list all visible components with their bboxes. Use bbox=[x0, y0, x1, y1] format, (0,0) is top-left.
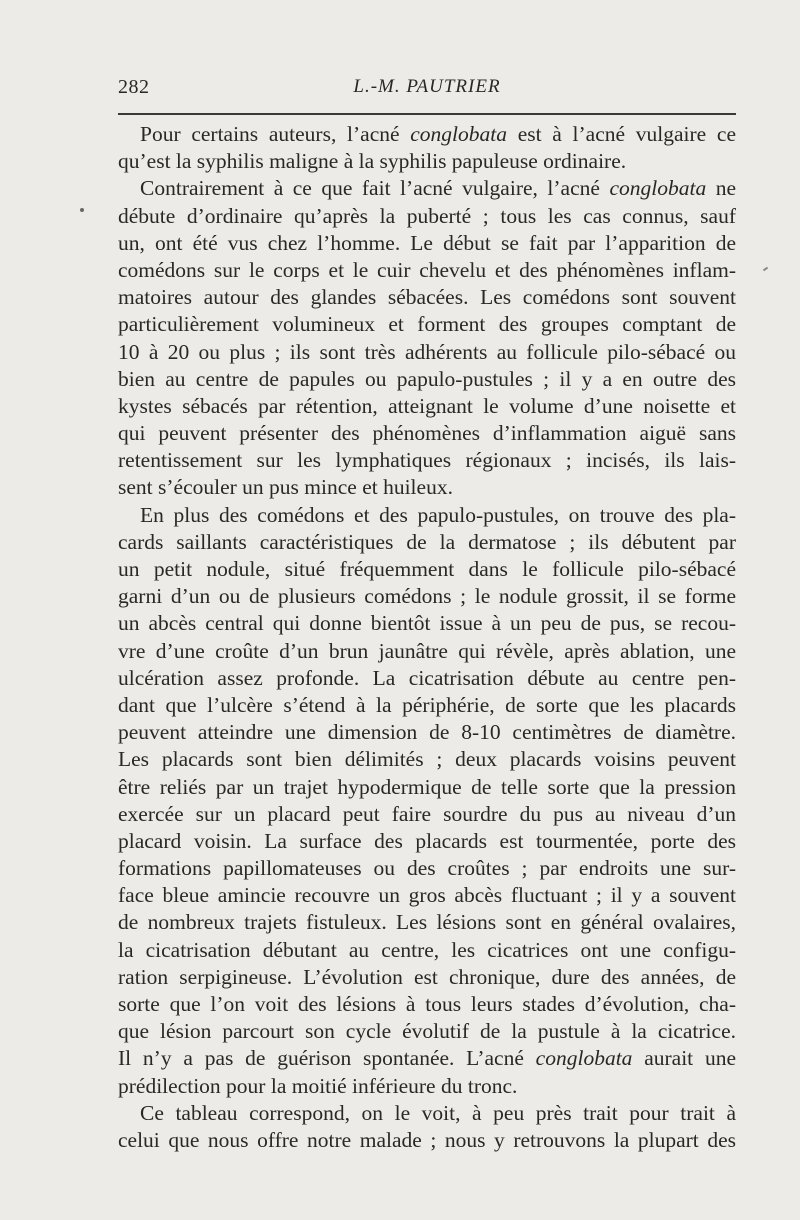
text-line: sorte que l’on voit des lésions à tous leurs stades d’évolution, cha- bbox=[118, 992, 736, 1016]
text-line: peuvent atteindre une dimension de 8-10 centimètres de diamètre. bbox=[118, 720, 736, 745]
text-line: exercée sur un placard peut faire sourdre du pus au niveau d’un bbox=[118, 801, 736, 826]
text-line: ulcération assez profonde. La cicatrisation débute au centre pen- bbox=[118, 665, 736, 690]
text-line: Il n’y a pas de guérison spontanée. L’acné conglobata aurait une bbox=[118, 1046, 736, 1071]
text-line: particulièrement volumineux et forment des groupes comptant de bbox=[118, 312, 736, 337]
text-line: cards saillants caractéristiques de la dermatose ; ils débutent par bbox=[118, 529, 736, 554]
text-line: matoires autour des glandes sébacées. Les comédons sont souvent bbox=[118, 285, 736, 310]
text-line: qui peuvent présenter des phénomènes d’inflammation aiguë sans bbox=[118, 421, 736, 446]
text-line: de nombreux trajets fistuleux. Les lésions sont en général ovalaires, bbox=[118, 910, 736, 935]
text-line: celui que nous offre notre malade ; nous y retrouvons la plupart des bbox=[118, 1127, 736, 1152]
header-rule bbox=[118, 113, 736, 115]
page-number: 282 bbox=[118, 76, 150, 98]
text-line: que lésion parcourt son cycle évolutif de la pustule à la cicatrice. bbox=[118, 1019, 736, 1044]
text-line: bien au centre de papules ou papulo-pustules ; il y a en outre des bbox=[118, 366, 736, 391]
margin-mark bbox=[80, 208, 84, 212]
text-line: Ce tableau correspond, on le voit, à peu près trait pour trait à bbox=[140, 1100, 736, 1125]
text-line: 10 à 20 ou plus ; ils sont très adhérents au follicule pilo-sébacé ou bbox=[118, 339, 736, 364]
text-line: dant que l’ulcère s’étend à la périphérie, de sorte que les placards bbox=[118, 692, 736, 717]
text-line: En plus des comédons et des papulo-pustules, on trouve des pla- bbox=[140, 502, 736, 527]
page-header bbox=[118, 76, 736, 106]
text-line: un petit nodule, situé fréquemment dans le follicule pilo-sébacé bbox=[118, 557, 736, 581]
text-line: face bleue amincie recouvre un gros abcès fluctuant ; il y a souvent bbox=[118, 883, 736, 908]
text-line: un abcès central qui donne bientôt issue à un peu de pus, se recou- bbox=[118, 611, 736, 636]
text-line: kystes sébacés par rétention, atteignant le volume d’une noisette et bbox=[118, 393, 736, 418]
text-line: prédilection pour la moitié inférieure du tronc. bbox=[118, 1073, 518, 1098]
text-line: sent s’écouler un pus mince et huileux. bbox=[118, 475, 453, 500]
text-line: un, ont été vus chez l’homme. Le début se fait par l’apparition de bbox=[118, 230, 736, 255]
text-line: Les placards sont bien délimités ; deux placards voisins peuvent bbox=[118, 747, 736, 772]
text-line: être reliés par un trajet hypodermique de telle sorte que la pression bbox=[118, 774, 736, 799]
text-line: Contrairement à ce que fait l’acné vulgaire, l’acné conglobata ne bbox=[140, 176, 736, 201]
margin-mark bbox=[763, 267, 768, 272]
text-line: retentissement sur les lymphatiques régionaux ; incisés, ils lais- bbox=[118, 448, 736, 473]
text-line: ration serpigineuse. L’évolution est chronique, dure des années, de bbox=[118, 964, 736, 989]
text-line: la cicatrisation débutant au centre, les cicatrices ont une configu- bbox=[118, 937, 736, 962]
body-text bbox=[118, 121, 736, 1154]
text-line: comédons sur le corps et le cuir chevelu et des phénomènes inflam- bbox=[118, 257, 736, 282]
text-line: placard voisin. La surface des placards est tourmentée, porte des bbox=[118, 828, 736, 853]
text-line: formations papillomateuses ou des croûtes ; par endroits une sur- bbox=[118, 856, 736, 881]
running-head: L.-M. PAUTRIER bbox=[353, 76, 501, 97]
text-line: débute d’ordinaire qu’après la puberté ; tous les cas connus, sauf bbox=[118, 203, 736, 228]
text-line: vre d’une croûte d’un brun jaunâtre qui révèle, après ablation, une bbox=[118, 638, 736, 663]
text-line: Pour certains auteurs, l’acné conglobata est à l’acné vulgaire ce bbox=[140, 122, 736, 146]
text-line: qu’est la syphilis maligne à la syphilis papuleuse ordinaire. bbox=[118, 149, 627, 174]
text-line: garni d’un ou de plusieurs comédons ; le nodule grossit, il se forme bbox=[118, 584, 736, 609]
